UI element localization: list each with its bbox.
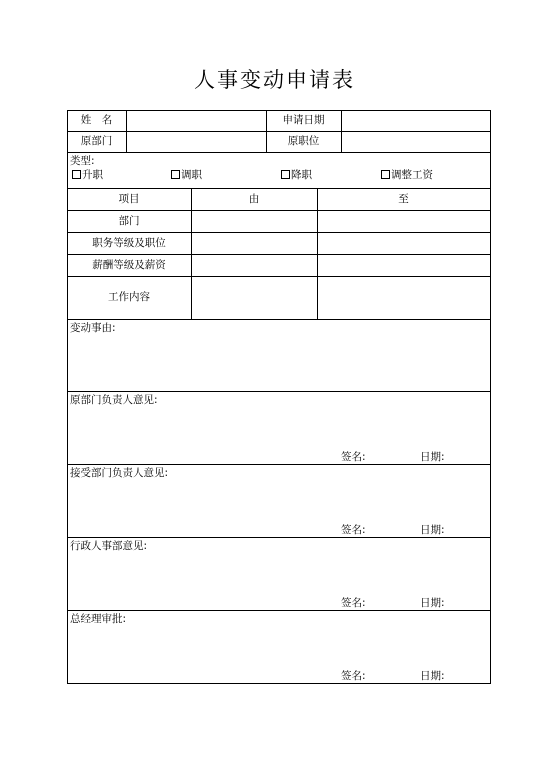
column-divider (317, 188, 318, 319)
form-title: 人事变动申请表 (194, 68, 355, 92)
type-label: 类型: (70, 155, 95, 167)
form-border-bottom (67, 683, 491, 684)
reason-field[interactable] (68, 337, 490, 390)
general-manager-approval-label: 总经理审批: (70, 613, 127, 625)
date-label: 日期: (420, 597, 445, 609)
type-option-demotion[interactable] (281, 169, 312, 182)
header-item: 项目 (118, 193, 140, 205)
type-option-label: 调职 (181, 169, 202, 181)
type-option-transfer[interactable] (171, 169, 202, 182)
apply-date-field[interactable] (342, 111, 490, 131)
original-position-field[interactable] (342, 132, 490, 152)
row-divider (67, 188, 491, 189)
reason-label: 变动事由: (70, 322, 116, 334)
type-option-label: 降职 (291, 169, 312, 181)
row-label-salary: 薪酬等级及薪资 (92, 259, 166, 271)
original-dept-head-opinion-label: 原部门负责人意见: (70, 394, 158, 406)
row-label-job-content: 工作内容 (108, 291, 150, 303)
original-position-label: 原职位 (287, 135, 320, 147)
sign-label: 签名: (341, 451, 366, 463)
checkbox-icon[interactable] (281, 170, 290, 179)
hr-admin-opinion-label: 行政人事部意见: (70, 540, 148, 552)
date-label: 日期: (420, 670, 445, 682)
checkbox-icon[interactable] (171, 170, 180, 179)
original-department-label: 原部门 (80, 135, 113, 147)
original-department-field[interactable] (127, 132, 266, 152)
type-option-promotion[interactable] (72, 169, 103, 182)
form-border-right (490, 110, 491, 683)
type-option-label: 调整工资 (391, 169, 433, 181)
row-divider (67, 537, 491, 538)
row-divider (67, 232, 491, 233)
row-label-position: 职务等级及职位 (92, 237, 166, 249)
row-divider (67, 276, 491, 277)
type-option-salary-adjustment[interactable] (381, 169, 433, 182)
row-divider (67, 464, 491, 465)
row-divider (67, 319, 491, 320)
row-divider (67, 210, 491, 211)
row-label-department: 部门 (118, 215, 140, 227)
name-label: 姓 名 (80, 114, 113, 126)
sign-label: 签名: (341, 597, 366, 609)
name-field[interactable] (127, 111, 266, 131)
row-divider (67, 254, 491, 255)
row-divider (67, 391, 491, 392)
sign-label: 签名: (341, 670, 366, 682)
row-divider (67, 610, 491, 611)
date-label: 日期: (420, 451, 445, 463)
sign-label: 签名: (341, 524, 366, 536)
apply-date-label: 申请日期 (282, 114, 325, 126)
row-divider (67, 152, 491, 153)
checkbox-icon[interactable] (72, 170, 81, 179)
receiving-dept-head-opinion-label: 接受部门负责人意见: (70, 467, 169, 479)
type-option-label: 升职 (82, 169, 103, 181)
column-divider (191, 188, 192, 319)
checkbox-icon[interactable] (381, 170, 390, 179)
header-from: 由 (248, 193, 260, 205)
header-to: 至 (398, 193, 409, 205)
date-label: 日期: (420, 524, 445, 536)
